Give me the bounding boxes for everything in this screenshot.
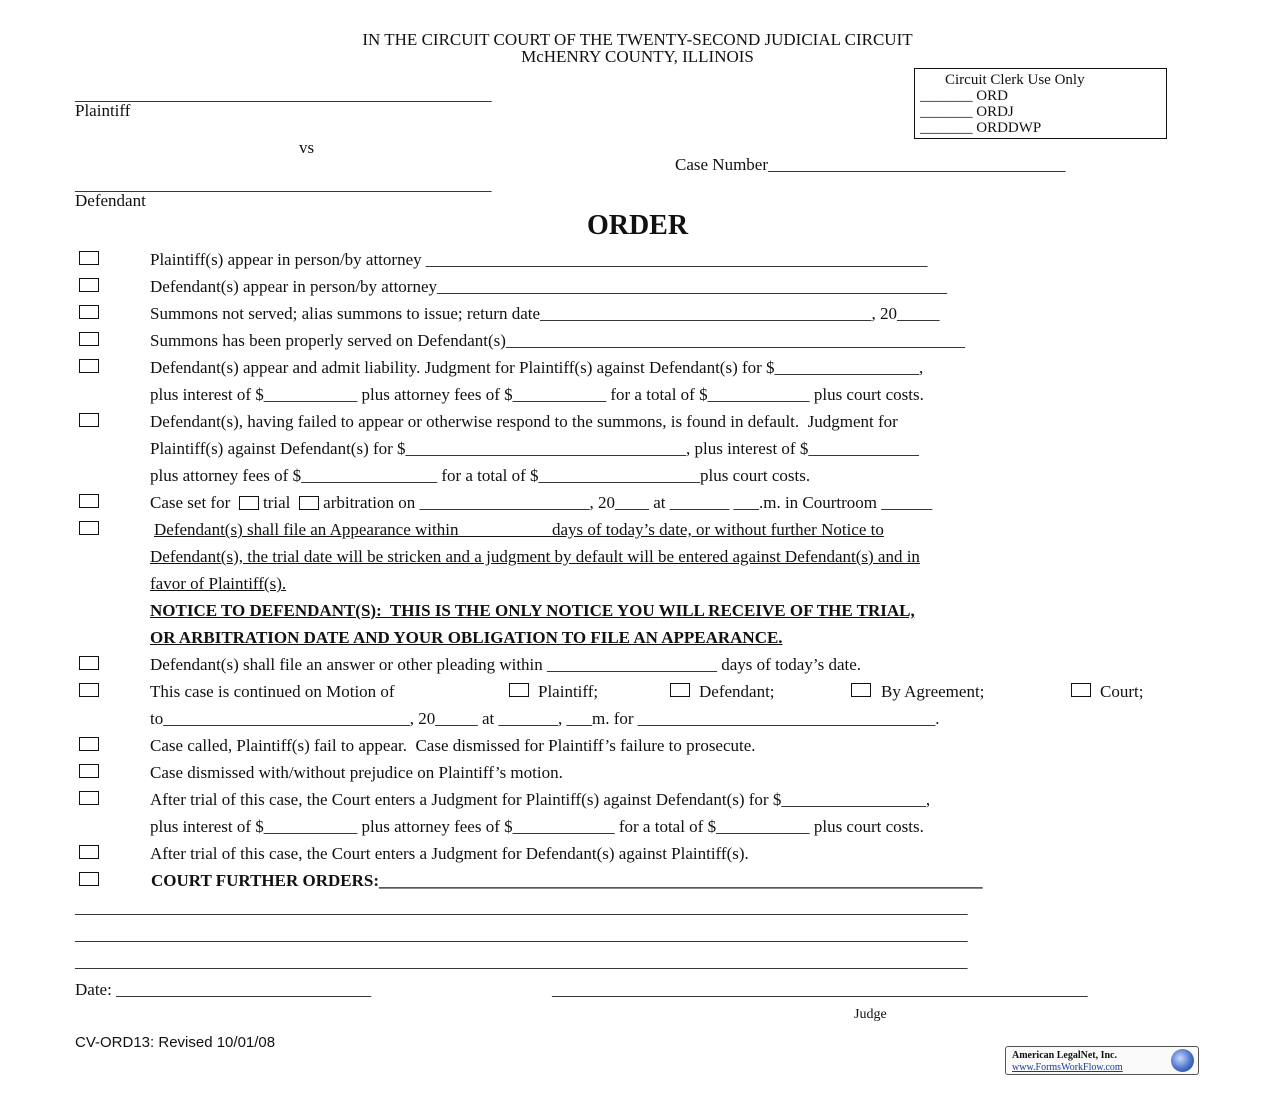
checkbox-case-set[interactable] — [79, 494, 99, 508]
line-default: Defendant(s), having failed to appear or otherwise respond to the summons, is found in default. Judgment for — [150, 412, 898, 431]
notice-line-1: NOTICE TO DEFENDANT(S): THIS IS THE ONLY NOTICE YOU WILL RECEIVE OF THE TRIAL, — [150, 601, 915, 620]
checkbox-motion-court[interactable] — [1071, 683, 1091, 697]
checkbox-summons-served[interactable] — [79, 332, 99, 346]
motion-plaintiff-label: Plaintiff; — [538, 682, 599, 701]
checkbox-defendant-appear[interactable] — [79, 278, 99, 292]
checkbox-admit-liability[interactable] — [79, 359, 99, 373]
publisher-link[interactable]: www.FormsWorkFlow.com — [1012, 1062, 1123, 1073]
checkbox-motion-plaintiff[interactable] — [509, 683, 529, 697]
court-title: IN THE CIRCUIT COURT OF THE TWENTY-SECOND JUDICIAL CIRCUIT — [362, 30, 913, 49]
defendant-name-line: _________________________________________________ — [75, 175, 492, 194]
order-blank-line: _________________________________________________________________________________________________________ — [75, 925, 968, 944]
line-judgment-for-plaintiff: After trial of this case, the Court enters a Judgment for Plaintiff(s) against Defendant(s) for $_________________, — [150, 790, 931, 809]
line-further-orders: COURT FURTHER ORDERS:_______________________________________________________________________ — [151, 871, 983, 890]
checkbox-file-appearance[interactable] — [79, 521, 99, 535]
checkbox-file-answer[interactable] — [79, 656, 99, 670]
defendant-label: Defendant — [75, 191, 146, 210]
line-file-appearance: Defendant(s) shall file an Appearance within __________ days of today’s date, or without further Notice to — [154, 520, 884, 539]
clerk-ordj-line: _______ ORDJ — [920, 104, 1014, 120]
line-case-set — [150, 494, 932, 511]
county-title: McHENRY COUNTY, ILLINOIS — [521, 47, 754, 66]
line-default-judgment: Plaintiff(s) against Defendant(s) for $_________________________________, plus interest of $_____________ — [150, 439, 919, 458]
order-blank-line: _________________________________________________________________________________________________________ — [75, 952, 968, 971]
checkbox-further-orders[interactable] — [79, 872, 99, 886]
globe-icon — [1171, 1049, 1194, 1072]
order-title: ORDER — [586, 210, 689, 241]
form-code: CV-ORD13: Revised 10/01/08 — [75, 1034, 276, 1051]
publisher-logo — [1005, 1046, 1199, 1075]
line-admit-liability: Defendant(s) appear and admit liability. Judgment for Plaintiff(s) against Defendant(s) for $_________________, — [150, 358, 924, 377]
judge-signature-line: _______________________________________________________________ — [552, 980, 1088, 999]
plaintiff-name-line: _________________________________________________ — [75, 85, 492, 104]
line-file-answer: Defendant(s) shall file an answer or other pleading within ____________________ days of today’s date. — [150, 655, 862, 674]
checkbox-judgment-for-defendant[interactable] — [79, 845, 99, 859]
line-summons-not-served: Summons not served; alias summons to issue; return date_______________________________________, 20_____ — [150, 304, 940, 323]
publisher-name: American LegalNet, Inc. — [1012, 1050, 1117, 1061]
line-continued-to: to_____________________________, 20_____ at _______, ___m. for ___________________________________. — [150, 709, 940, 728]
versus-label: vs — [299, 138, 315, 157]
line-judgment-for-plaintiff-amounts: plus interest of $___________ plus attorney fees of $____________ for a total of $___________ plus court costs. — [150, 817, 924, 836]
line-summons-served: Summons has been properly served on Defendant(s)______________________________________________________ — [150, 331, 965, 350]
checkbox-arbitration[interactable] — [299, 496, 319, 510]
motion-agreement-label: By Agreement; — [881, 682, 985, 701]
checkbox-default-judgment[interactable] — [79, 413, 99, 427]
line-file-appearance-3: favor of Plaintiff(s). — [150, 574, 287, 593]
checkbox-judgment-for-plaintiff[interactable] — [79, 791, 99, 805]
clerk-box-title: Circuit Clerk Use Only — [945, 72, 1085, 88]
checkbox-summons-not-served[interactable] — [79, 305, 99, 319]
checkbox-dismissed-prejudice[interactable] — [79, 764, 99, 778]
clerk-ord-line: _______ ORD — [920, 88, 1008, 104]
checkbox-failure-to-prosecute[interactable] — [79, 737, 99, 751]
line-dismissed-prejudice: Case dismissed with/without prejudice on Plaintiff’s motion. — [150, 763, 563, 782]
trial-label: trial — [263, 493, 291, 512]
clerk-use-box — [914, 68, 1167, 139]
order-blank-line: _________________________________________________________________________________________________________ — [75, 898, 968, 917]
checkbox-motion-agreement[interactable] — [851, 683, 871, 697]
plaintiff-label: Plaintiff — [75, 101, 131, 120]
clerk-orddwp-line: _______ ORDDWP — [920, 120, 1042, 136]
line-failure-to-prosecute: Case called, Plaintiff(s) fail to appear. Case dismissed for Plaintiff’s failure to prosecute. — [150, 736, 756, 755]
line-default-amounts: plus attorney fees of $________________ for a total of $___________________plus court costs. — [150, 466, 811, 485]
checkbox-motion-defendant[interactable] — [670, 683, 690, 697]
judge-label: Judge — [854, 1007, 887, 1022]
line-judgment-for-defendant: After trial of this case, the Court enters a Judgment for Defendant(s) against Plaintiff(s). — [150, 844, 749, 863]
checkbox-plaintiff-appear[interactable] — [79, 251, 99, 265]
checkbox-trial[interactable] — [239, 496, 259, 510]
case-number-field: Case Number___________________________________ — [675, 155, 1066, 174]
motion-court-label: Court; — [1100, 682, 1144, 701]
motion-defendant-label: Defendant; — [699, 682, 775, 701]
line-file-appearance-2: Defendant(s), the trial date will be stricken and a judgment by default will be entered against Defendant(s) and in — [150, 547, 920, 566]
notice-line-2: OR ARBITRATION DATE AND YOUR OBLIGATION TO FILE AN APPEARANCE. — [150, 628, 783, 647]
line-continued-prefix: This case is continued on Motion of — [150, 682, 395, 701]
arbitration-text: arbitration on ____________________, 20____ at _______ ___.m. in Courtroom ______ — [323, 493, 933, 512]
checkbox-continued[interactable] — [79, 683, 99, 697]
line-defendant-appear: Defendant(s) appear in person/by attorney____________________________________________________________ — [150, 277, 947, 296]
case-set-label: Case set for — [150, 493, 231, 512]
line-admit-liability-amounts: plus interest of $___________ plus attorney fees of $___________ for a total of $____________ plus court costs. — [150, 385, 924, 404]
line-plaintiff-appear: Plaintiff(s) appear in person/by attorney ___________________________________________________________ — [150, 250, 928, 269]
date-line: Date: ______________________________ — [75, 980, 372, 999]
